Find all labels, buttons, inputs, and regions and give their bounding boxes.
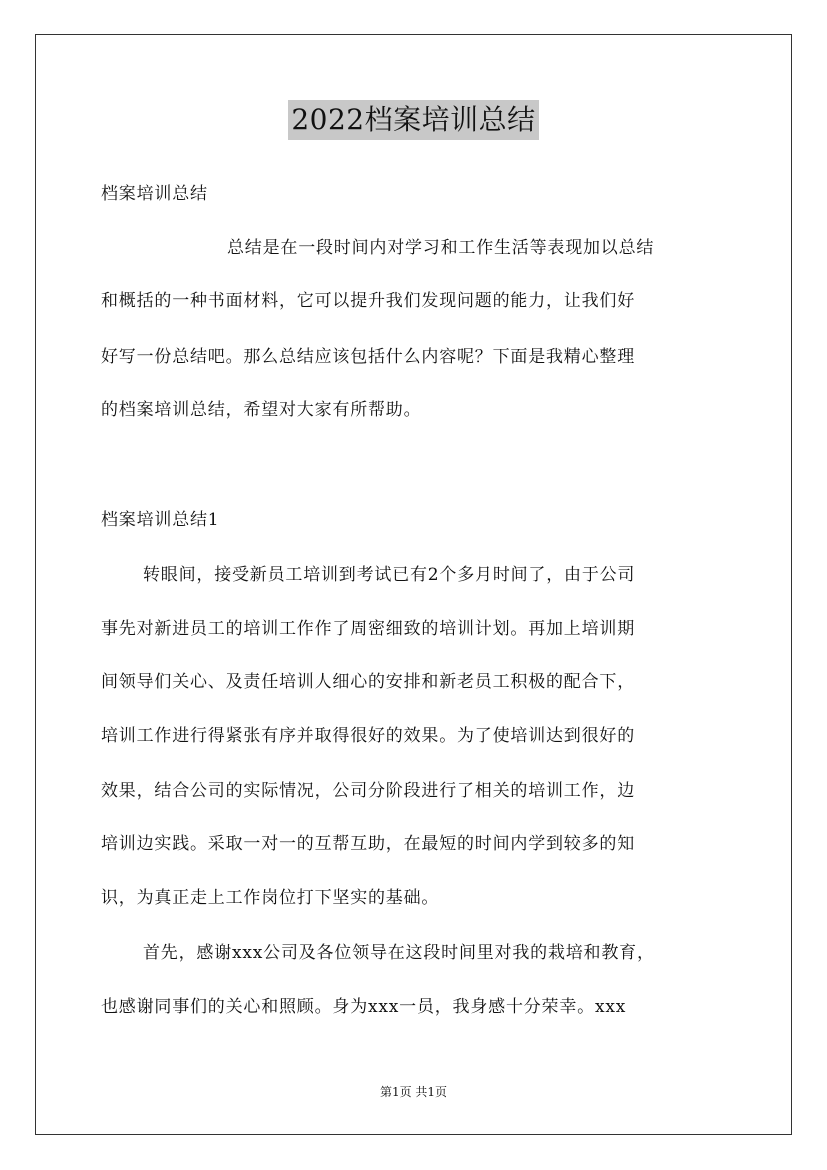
intro-line-4: 的档案培训总结，希望对大家有所帮助。: [101, 400, 422, 420]
section1-para1-line-3: 间领导们关心、及责任培训人细心的安排和新老员工积极的配合下，: [101, 672, 635, 692]
section1-para1-line-1: 转眼间，接受新员工培训到考试已有2个多月时间了，由于公司: [143, 565, 636, 585]
intro-heading: 档案培训总结: [101, 184, 208, 204]
document-title: 2022档案培训总结: [288, 100, 538, 140]
title-container: [0, 100, 827, 140]
intro-line-3: 好写一份总结吧。那么总结应该包括什么内容呢？下面是我精心整理: [101, 347, 635, 367]
intro-line-2: 和概括的一种书面材料，它可以提升我们发现问题的能力，让我们好: [101, 291, 635, 311]
section1-heading: 档案培训总结1: [101, 510, 220, 530]
section1-para2-line-1: 首先，感谢xxx公司及各位领导在这段时间里对我的栽培和教育，: [143, 943, 655, 963]
section1-para1-line-7: 识，为真正走上工作岗位打下坚实的基础。: [101, 888, 440, 908]
page-footer: 第1页 共1页: [379, 1085, 448, 1099]
section1-para1-line-6: 培训边实践。采取一对一的互帮互助，在最短的时间内学到较多的知: [101, 834, 635, 854]
section1-para1-line-4: 培训工作进行得紧张有序并取得很好的效果。为了使培训达到很好的: [101, 726, 635, 746]
section1-para2-line-2: 也感谢同事们的关心和照顾。身为xxx一员，我身感十分荣幸。xxx: [101, 997, 627, 1017]
intro-line-1: 总结是在一段时间内对学习和工作生活等表现加以总结: [227, 238, 655, 258]
section1-para1-line-2: 事先对新进员工的培训工作作了周密细致的培训计划。再加上培训期: [101, 619, 635, 639]
section1-para1-line-5: 效果，结合公司的实际情况，公司分阶段进行了相关的培训工作，边: [101, 781, 635, 801]
